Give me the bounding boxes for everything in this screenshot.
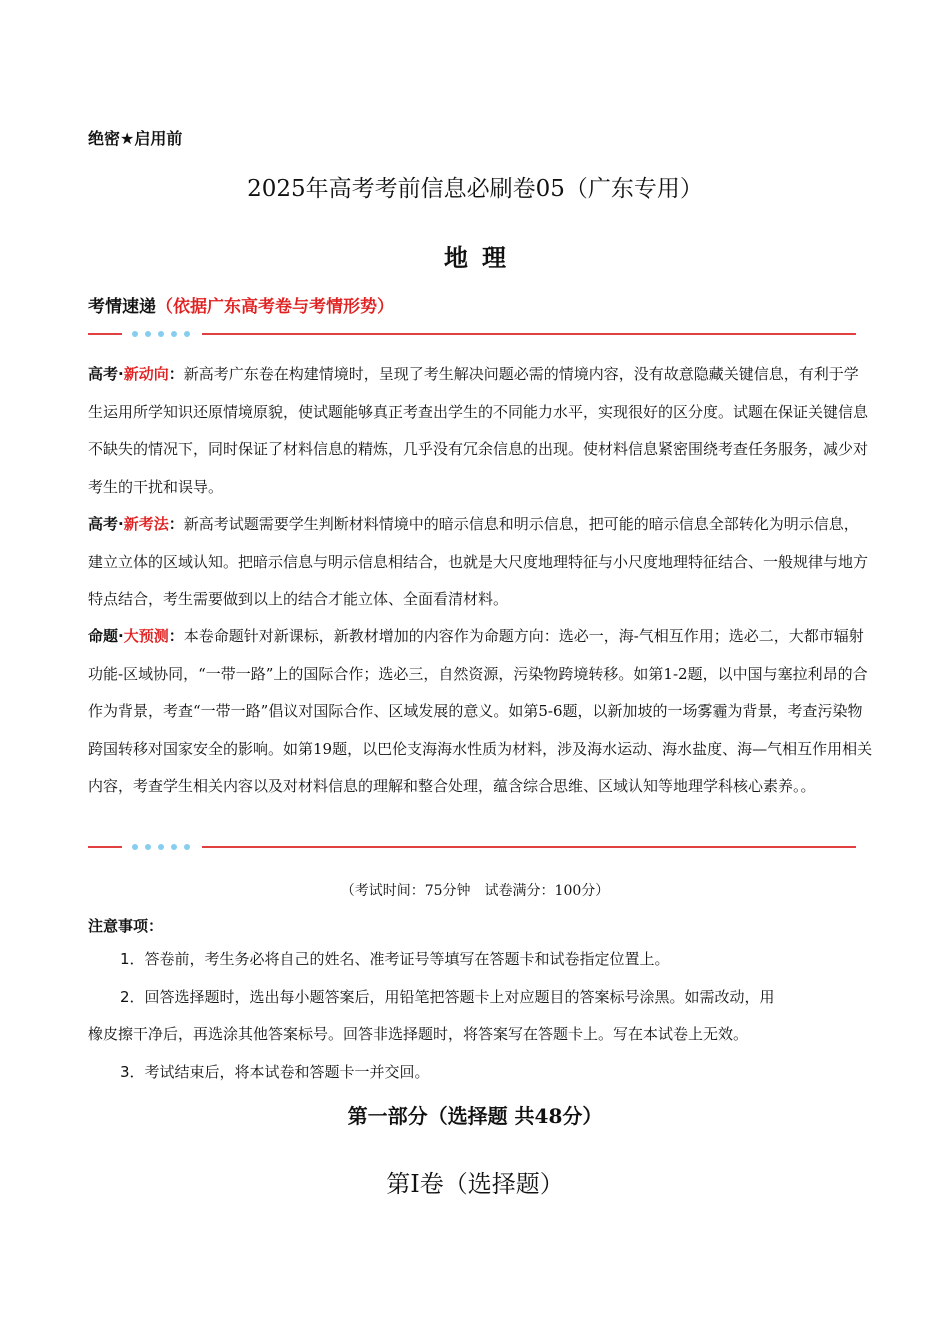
paragraph-text: 本卷命题针对新课标，新教材增加的内容作为命题方向：选必一，海-气相互作用；选必二，大都市辐射功能-区域协同，“一带一路”上的国际合作；选必三，自然资源，污染物跨境转移。如第1-2题，以中国与塞拉利昂的合作为背景，考查“一带一路”倡议对国际合作、区域发展的意义。如第5-6题，以新加坡的一场雾霾为背景，考查污染物跨国转移对国家安全的影响。如第19题，以巴伦支海海水性质为材料，涉及海水运动、海水盐度、海—气相互作用相关内容，考查学生相关内容以及对材料信息的理解和整合处理，蕴含综合思维、区域认知等地理学科核心素养。。 <box>88 627 873 795</box>
exam-info: （考试时间：75分钟 试卷满分：100分） <box>340 883 610 899</box>
paragraph-new-trend <box>88 356 873 506</box>
notice-item-continued: 橡皮擦干净后，再选涂其他答案标号。回答非选择题时，将答案写在答题卡上。写在本试卷上无效。 <box>88 1025 749 1043</box>
page-title: 2025年高考考前信息必刷卷05（广东专用） <box>247 176 703 202</box>
divider-bottom <box>88 841 856 853</box>
paragraph-label: 高考·新考法： <box>88 515 184 533</box>
notice-item: 1．答卷前，考生务必将自己的姓名、准考证号等填写在答题卡和试卷指定位置上。 <box>120 950 670 968</box>
paragraph-prediction <box>88 618 873 806</box>
section-heading <box>88 292 394 317</box>
notice-item: 3．考试结束后，将本试卷和答题卡一并交回。 <box>120 1062 430 1081</box>
notice-title: 注意事项： <box>88 917 164 935</box>
notice-item: 2．回答选择题时，选出每小题答案后，用铅笔把答题卡上对应题目的答案标号涂黑。如需改动，用 <box>120 987 775 1006</box>
paragraph-text: 新高考广东卷在构建情境时，呈现了考生解决问题必需的情境内容，没有故意隐藏关键信息，有利于学生运用所学知识还原情境原貌，使试题能够真正考查出学生的不同能力水平，实现很好的区分度。试题在保证关键信息不缺失的情况下，同时保证了材料信息的精炼，几乎没有冗余信息的出现。使材料信息紧密围绕考查任务服务，减少对考生的干扰和误导。 <box>88 365 869 496</box>
notice-list <box>88 941 880 1091</box>
paragraph-new-method <box>88 506 873 619</box>
paragraph-text: 新高考试题需要学生判断材料情境中的暗示信息和明示信息，把可能的暗示信息全部转化为明示信息，建立立体的区域认知。把暗示信息与明示信息相结合，也就是大尺度地理特征与小尺度地理特征结合、一般规律与地方特点结合，考生需要做到以上的结合才能立体、全面看清材料。 <box>88 515 869 608</box>
part-title: 第一部分（选择题 共48分） <box>347 1104 603 1128</box>
volume-title: 第Ⅰ卷（选择题） <box>386 1170 564 1198</box>
subject-title: 地理 <box>444 244 520 272</box>
paragraph-label: 命题·大预测： <box>88 627 184 645</box>
section-title: 考情速递 <box>88 297 156 317</box>
section-title-note: （依据广东高考卷与考情形势） <box>156 297 394 317</box>
divider-top <box>88 328 856 340</box>
paragraph-label: 高考·新动向： <box>88 365 184 383</box>
confidential-label: 绝密★启用前 <box>88 129 183 148</box>
